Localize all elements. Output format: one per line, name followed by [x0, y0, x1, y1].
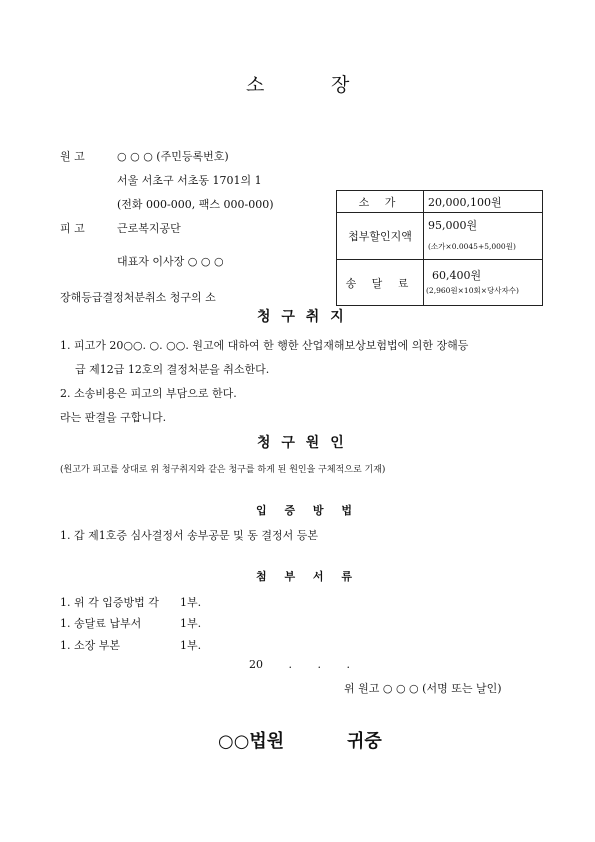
attachments-heading: 첨 부 서 류	[256, 570, 359, 583]
fee-row-claim-value	[337, 191, 543, 213]
attachment-item-count: 1부.	[180, 596, 202, 609]
court-suffix: 귀중	[347, 731, 382, 752]
claim-closing: 라는 판결을 구합니다.	[60, 411, 167, 424]
attachment-item-name: 1. 송달료 납부서	[60, 617, 142, 630]
claim-cause-heading: 청 구 원 인	[257, 435, 347, 451]
defendant-label: 피 고	[60, 222, 85, 235]
fee-label: 소 가	[337, 191, 424, 213]
plaintiff-name: ○ ○ ○ (주민등록번호)	[117, 150, 229, 163]
plaintiff-contact: (전화 000-000, 팩스 000-000)	[117, 198, 274, 211]
fee-value: 60,400원	[432, 268, 482, 282]
signature-line: 위 원고 ○ ○ ○ (서명 또는 날인)	[344, 682, 502, 695]
court-name: ○○법원	[218, 731, 285, 752]
claim-item-1-line-2: 급 제12급 12호의 결정처분을 취소한다.	[75, 363, 270, 376]
attachment-item-count: 1부.	[180, 617, 202, 630]
case-name: 장해등급결정처분취소 청구의 소	[60, 291, 216, 304]
defendant-representative: 대표자 이사장 ○ ○ ○	[117, 255, 224, 268]
fee-label: 송 달 료	[337, 260, 424, 306]
claim-purpose-heading: 청 구 취 지	[257, 309, 347, 325]
plaintiff-label: 원 고	[60, 150, 85, 163]
fee-value: 20,000,100원	[424, 191, 543, 213]
fee-note: (소가×0.0045+5,000원)	[428, 242, 516, 251]
date-line: 20 . . .	[249, 658, 350, 671]
fee-row-stamp	[337, 213, 543, 260]
fee-note: (2,960원×10회×당사자수)	[426, 285, 519, 295]
claim-item-1-line-1: 1. 피고가 20○○. ○. ○○. 원고에 대하여 한 행한 산업재해보상보험법에 의한 장해등	[60, 339, 469, 352]
title-right-char: 장	[331, 74, 351, 96]
evidence-heading: 입 증 방 법	[256, 504, 359, 517]
fee-table	[336, 190, 543, 306]
plaintiff-address: 서울 서초구 서초동 1701의 1	[117, 174, 262, 187]
attachment-item-name: 1. 위 각 입증방법 각	[60, 596, 159, 609]
fee-value-cell	[424, 260, 543, 306]
evidence-item: 1. 갑 제1호증 심사결정서 송부공문 및 동 결정서 등본	[60, 529, 318, 542]
defendant-name: 근로복지공단	[117, 222, 181, 235]
fee-value-cell	[424, 213, 543, 260]
attachment-item-count: 1부.	[180, 639, 202, 652]
claim-cause-note: (원고가 피고를 상대로 위 청구취지와 같은 청구를 하게 된 원인을 구체적으로 기재)	[60, 465, 386, 475]
claim-item-2: 2. 소송비용은 피고의 부담으로 한다.	[60, 387, 237, 400]
fee-label: 첩부할인지액	[337, 213, 424, 260]
fee-value: 95,000원	[428, 219, 478, 232]
fee-row-delivery	[337, 260, 543, 306]
attachment-item-name: 1. 소장 부본	[60, 639, 120, 652]
title-left-char: 소	[246, 74, 266, 96]
